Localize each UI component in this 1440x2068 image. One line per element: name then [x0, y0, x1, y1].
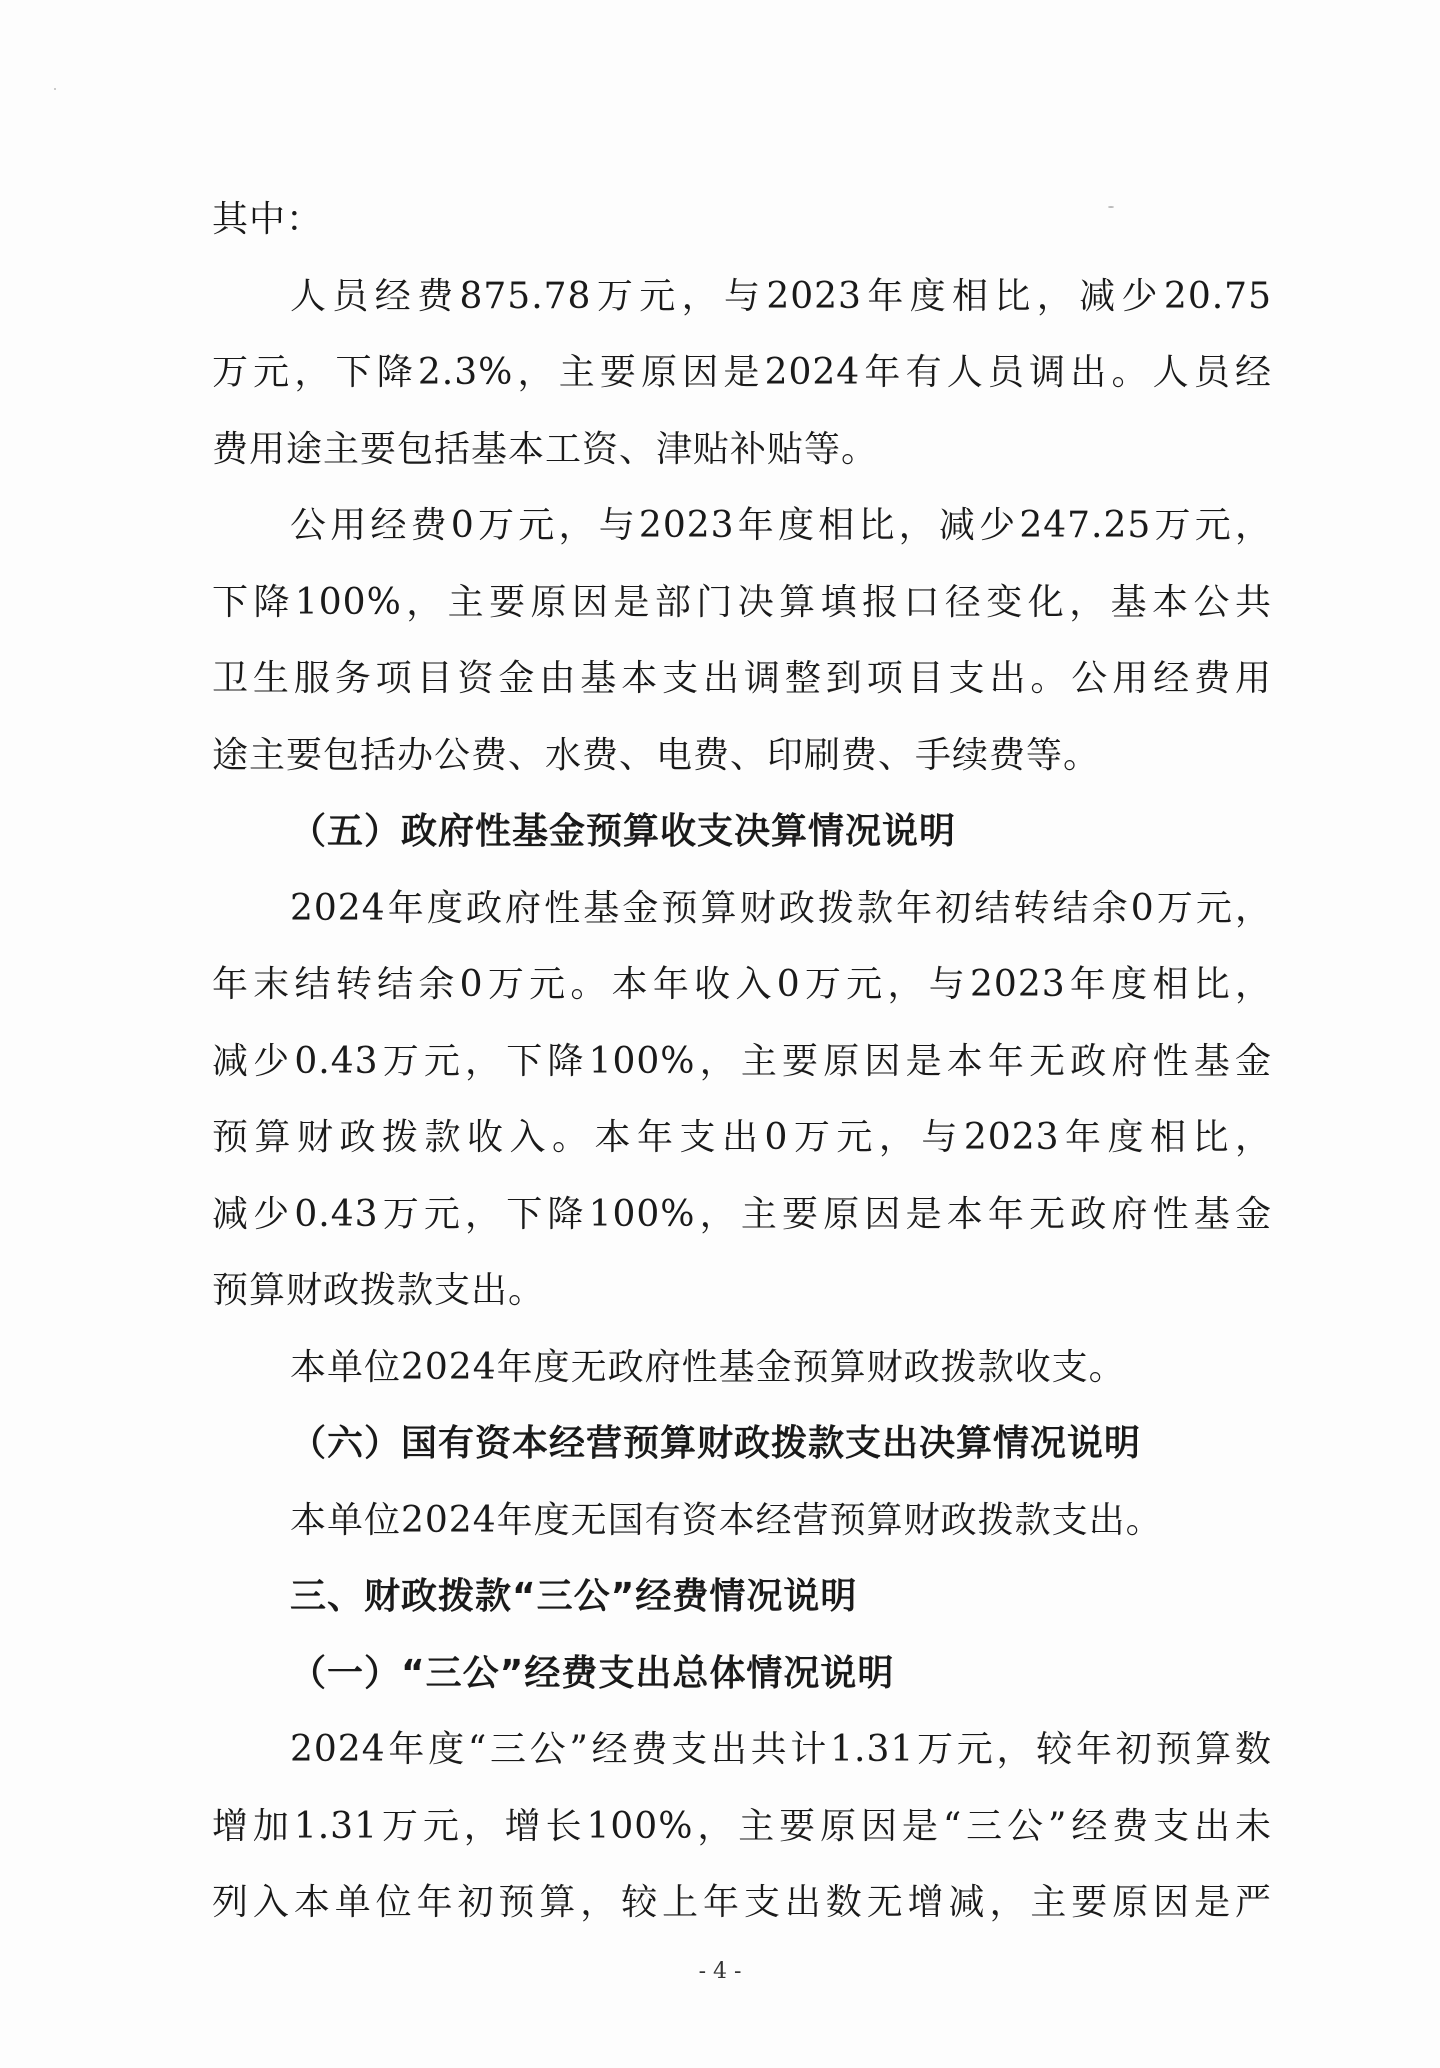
- paragraph-line: 公用经费0万元，与2023年度相比，减少247.25万元，: [290, 505, 1272, 546]
- scan-speck: [1108, 206, 1114, 208]
- section-heading: 三、财政拨款“三公”经费情况说明: [290, 1576, 858, 1617]
- section-heading: （六）国有资本经营预算财政拨款支出决算情况说明: [290, 1423, 1142, 1464]
- paragraph-line: 本单位2024年度无政府性基金预算财政拨款收支。: [290, 1346, 1126, 1388]
- paragraph-line: 人员经费875.78万元，与2023年度相比，减少20.75: [290, 275, 1272, 317]
- paragraph-line: 途主要包括办公费、水费、电费、印刷费、手续费等。: [212, 734, 1101, 776]
- section-heading: （一）“三公”经费支出总体情况说明: [290, 1652, 895, 1694]
- paragraph-line: 列入本单位年初预算，较上年支出数无增减，主要原因是严: [212, 1882, 1272, 1923]
- paragraph-line: 卫生服务项目资金由基本支出调整到项目支出。公用经费用: [212, 658, 1272, 699]
- paragraph-line: 预算财政拨款支出。: [212, 1270, 546, 1311]
- paragraph-line: 2024年度“三公”经费支出共计1.31万元，较年初预算数: [290, 1729, 1272, 1770]
- paragraph-line: 减少0.43万元，下降100%，主要原因是本年无政府性基金: [212, 1193, 1272, 1235]
- paragraph-line: 减少0.43万元，下降100%，主要原因是本年无政府性基金: [212, 1040, 1272, 1082]
- paragraph-line: 2024年度政府性基金预算财政拨款年初结转结余0万元，: [290, 887, 1272, 929]
- paragraph-line: 费用途主要包括基本工资、津贴补贴等。: [212, 428, 879, 470]
- page-number: - 4 -: [698, 1959, 742, 1984]
- scan-speck: [54, 88, 56, 90]
- paragraph-line: 增加1.31万元，增长100%，主要原因是“三公”经费支出未: [212, 1805, 1272, 1847]
- section-heading: （五）政府性基金预算收支决算情况说明: [290, 811, 957, 852]
- paragraph-line: 下降100%，主要原因是部门决算填报口径变化，基本公共: [212, 581, 1272, 623]
- paragraph-line: 其中：: [212, 199, 324, 240]
- paragraph-line: 本单位2024年度无国有资本经营预算财政拨款支出。: [290, 1499, 1163, 1541]
- paragraph-line: 预算财政拨款收入。本年支出0万元，与2023年度相比，: [212, 1117, 1272, 1158]
- paragraph-line: 年末结转结余0万元。本年收入0万元，与2023年度相比，: [212, 964, 1272, 1005]
- paragraph-line: 万元，下降2.3%，主要原因是2024年有人员调出。人员经: [212, 352, 1272, 393]
